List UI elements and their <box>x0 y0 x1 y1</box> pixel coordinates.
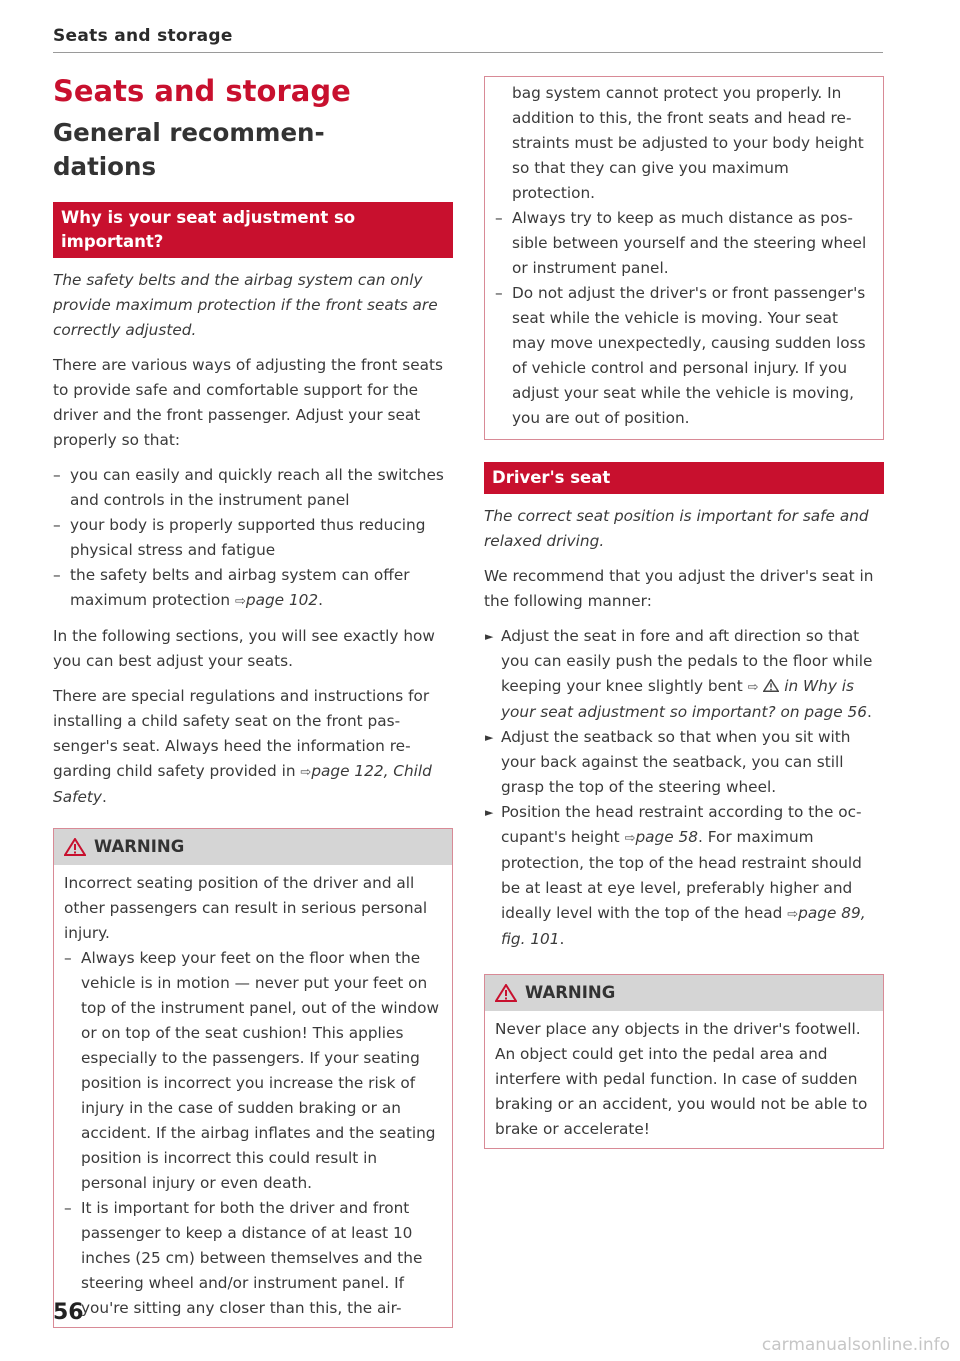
cross-reference-link[interactable]: in Why is your seat adjustment so important? on page 56 <box>501 677 867 721</box>
step-item <box>484 725 884 800</box>
list-item-text: your body is properly supported thus reducing physical stress and fatigue <box>70 516 426 559</box>
page-number: 56 <box>53 1300 84 1325</box>
intro-text: The correct seat position is important for safe and relaxed driving. <box>484 507 869 550</box>
section-title-line1: General recommen- <box>53 118 325 147</box>
warning-intro: Incorrect seating position of the driver and all other passengers can result in serious personal injury. <box>64 874 428 942</box>
step-text: Position the head restraint according to the occupant's height <box>501 803 862 846</box>
arrow-right-icon: ⇨ <box>300 765 312 780</box>
list-item: – your body is properly supported thus reducing physical stress and fatigue <box>53 516 426 559</box>
subsection-heading: Why is your seat adjustment so important? <box>53 202 453 258</box>
section-heading-drivers-seat: Driver's seat <box>484 462 884 494</box>
step-list <box>484 624 884 952</box>
right-column <box>484 76 884 1149</box>
chapter-title: Seats and storage <box>53 74 351 108</box>
step-item: ► Adjust the seat in fore and aft direction so that you can easily push the pedals to the floor while keeping your knee slightly bent ⇨ in Why is your seat adjustment so important? on page 56. <box>484 624 884 725</box>
section-title <box>53 116 453 184</box>
warning-text: Never place any objects in the driver's footwell. An object could get into the pedal area and interfere with pedal function. In case of sudden braking or an accident, you would not be able to brake or accelerate! <box>495 1020 868 1138</box>
warning-label: WARNING <box>525 983 616 1002</box>
list-item-text: you can easily and quickly reach all the switches and controls in the instrument panel <box>70 466 444 509</box>
left-column <box>53 72 453 1328</box>
list-item: – It is important for both the driver and front passenger to keep a distance of at least 10 inches (25 cm) between themselves and the steering wheel and/or instrument panel. If you're sitting any closer than this, the air- <box>64 1199 423 1317</box>
warning-label: WARNING <box>94 837 185 856</box>
warning-continued-list <box>495 206 873 431</box>
running-header: Seats and storage <box>53 26 233 46</box>
list-item-text: the safety belts and airbag system can offer maximum protection <box>70 566 410 609</box>
paragraph: In the following sections, you will see exactly how you can best adjust your seats. <box>53 627 435 670</box>
warning-list <box>64 946 442 1321</box>
warning-triangle-icon <box>495 984 517 1002</box>
arrow-right-icon: ⇨ <box>234 594 246 609</box>
section-title-line2: dations <box>53 152 157 181</box>
warning-box <box>53 828 453 1328</box>
list-item: – the safety belts and airbag system can offer maximum protection ⇨page 102. <box>53 566 410 609</box>
list-item-text: It is important for both the driver and front passenger to keep a distance of at least 10 inches (25 cm) between themselves and the steering wheel and/or instrument panel. If you're sitting any closer than this, the air- <box>81 1199 423 1317</box>
warning-header <box>485 975 883 1011</box>
intro-text: The safety belts and the airbag system can only provide maximum protection if the front seats are correctly adjusted. <box>53 271 438 339</box>
warning-triangle-icon <box>64 838 86 856</box>
arrow-right-icon: ⇨ <box>787 907 799 922</box>
list-item: – you can easily and quickly reach all the switches and controls in the instrument panel <box>53 466 444 509</box>
list-item: – Do not adjust the driver's or front passenger's seat while the vehicle is moving. Your seat may move unexpectedly, causing sudden loss of vehicle control and personal injury. If you adjust your seat while the vehicle is moving, you are out of position. <box>495 284 866 427</box>
step-item: ► Position the head restraint according to the occupant's height ⇨page 58. For maximum protection, the top of the head restraint should be at least at eye level, preferably higher and ideally level with the top of the head ⇨page 89, fig. 101. <box>484 800 884 952</box>
paragraph-text: There are special regulations and instructions for installing a child safety seat on the front passenger's seat. Always heed the information regarding child safety provided in <box>53 687 430 780</box>
cross-reference-link[interactable]: page 58 <box>635 828 699 846</box>
step-marker-icon: ► <box>485 630 494 643</box>
step-text: . For maximum protection, the top of the head restraint should be at least at eye level, preferably higher and ideally level with the top of the head <box>501 828 862 922</box>
list-item-text: Do not adjust the driver's or front passenger's seat while the vehicle is moving. Your seat may move unexpectedly, causing sudden loss of vehicle control and personal injury. If you adjust your seat while the vehicle is moving, you are out of position. <box>512 284 866 427</box>
step-marker-icon: ► <box>485 806 494 819</box>
warning-triangle-icon <box>763 679 779 692</box>
warning-continued-box <box>484 76 884 440</box>
warning-body <box>485 1011 883 1148</box>
warning-header <box>54 829 452 865</box>
header-rule <box>53 52 883 53</box>
step-text: Adjust the seatback so that when you sit with your back against the seatback, you can still grasp the top of the steering wheel. <box>501 728 851 796</box>
list-item-text: Always try to keep as much distance as possible between yourself and the steering wheel or instrument panel. <box>512 209 867 277</box>
cross-reference-link[interactable]: page 122, Child Safety <box>53 762 432 806</box>
paragraph: There are various ways of adjusting the front seats to provide safe and comfortable support for the driver and the front passenger. Adjust your seat properly so that: <box>53 356 443 449</box>
watermark: carmanualsonline.info <box>761 1335 950 1355</box>
arrow-right-icon: ⇨ <box>624 831 636 846</box>
cross-reference-link[interactable]: page 89, fig. 101 <box>501 904 866 948</box>
list-item: – Always try to keep as much distance as possible between yourself and the steering wheel or instrument panel. <box>495 209 867 277</box>
paragraph: We recommend that you adjust the driver's seat in the following manner: <box>484 567 874 610</box>
step-text: Adjust the seat in fore and aft direction so that you can easily push the pedals to the floor while keeping your knee slightly bent <box>501 627 873 695</box>
list-item: – Always keep your feet on the floor when the vehicle is in motion — never put your feet on top of the instrument panel, out of the window or on top of the seat cushion! This applies especially to the passengers. If your seating position is incorrect you increase the risk of injury in the case of sudden braking or an accident. If the airbag inflates and the seating position is incorrect this could result in personal injury or even death. <box>64 949 439 1192</box>
warning-body <box>54 865 452 1327</box>
step-marker-icon: ► <box>485 731 494 744</box>
list-item-text: Always keep your feet on the floor when the vehicle is in motion — never put your feet on top of the instrument panel, out of the window or on top of the seat cushion! This applies especially to the passengers. If your seating position is incorrect you increase the risk of injury in the case of sudden braking or an accident. If the airbag inflates and the seating position is incorrect this could result in personal injury or even death. <box>81 949 439 1192</box>
paragraph: There are special regulations and instructions for installing a child safety seat on the front passenger's seat. Always heed the information regarding child safety provided in ⇨page 122, Child Safety. <box>53 687 432 806</box>
arrow-right-icon: ⇨ <box>747 680 759 695</box>
warning-continued-lead: bag system cannot protect you properly. In addition to this, the front seats and head restraints must be adjusted to your body height so that they can give you maximum protection. <box>512 84 864 202</box>
cross-reference-link[interactable]: page 102 <box>245 591 319 609</box>
bullet-list <box>53 463 453 614</box>
warning-box <box>484 974 884 1149</box>
